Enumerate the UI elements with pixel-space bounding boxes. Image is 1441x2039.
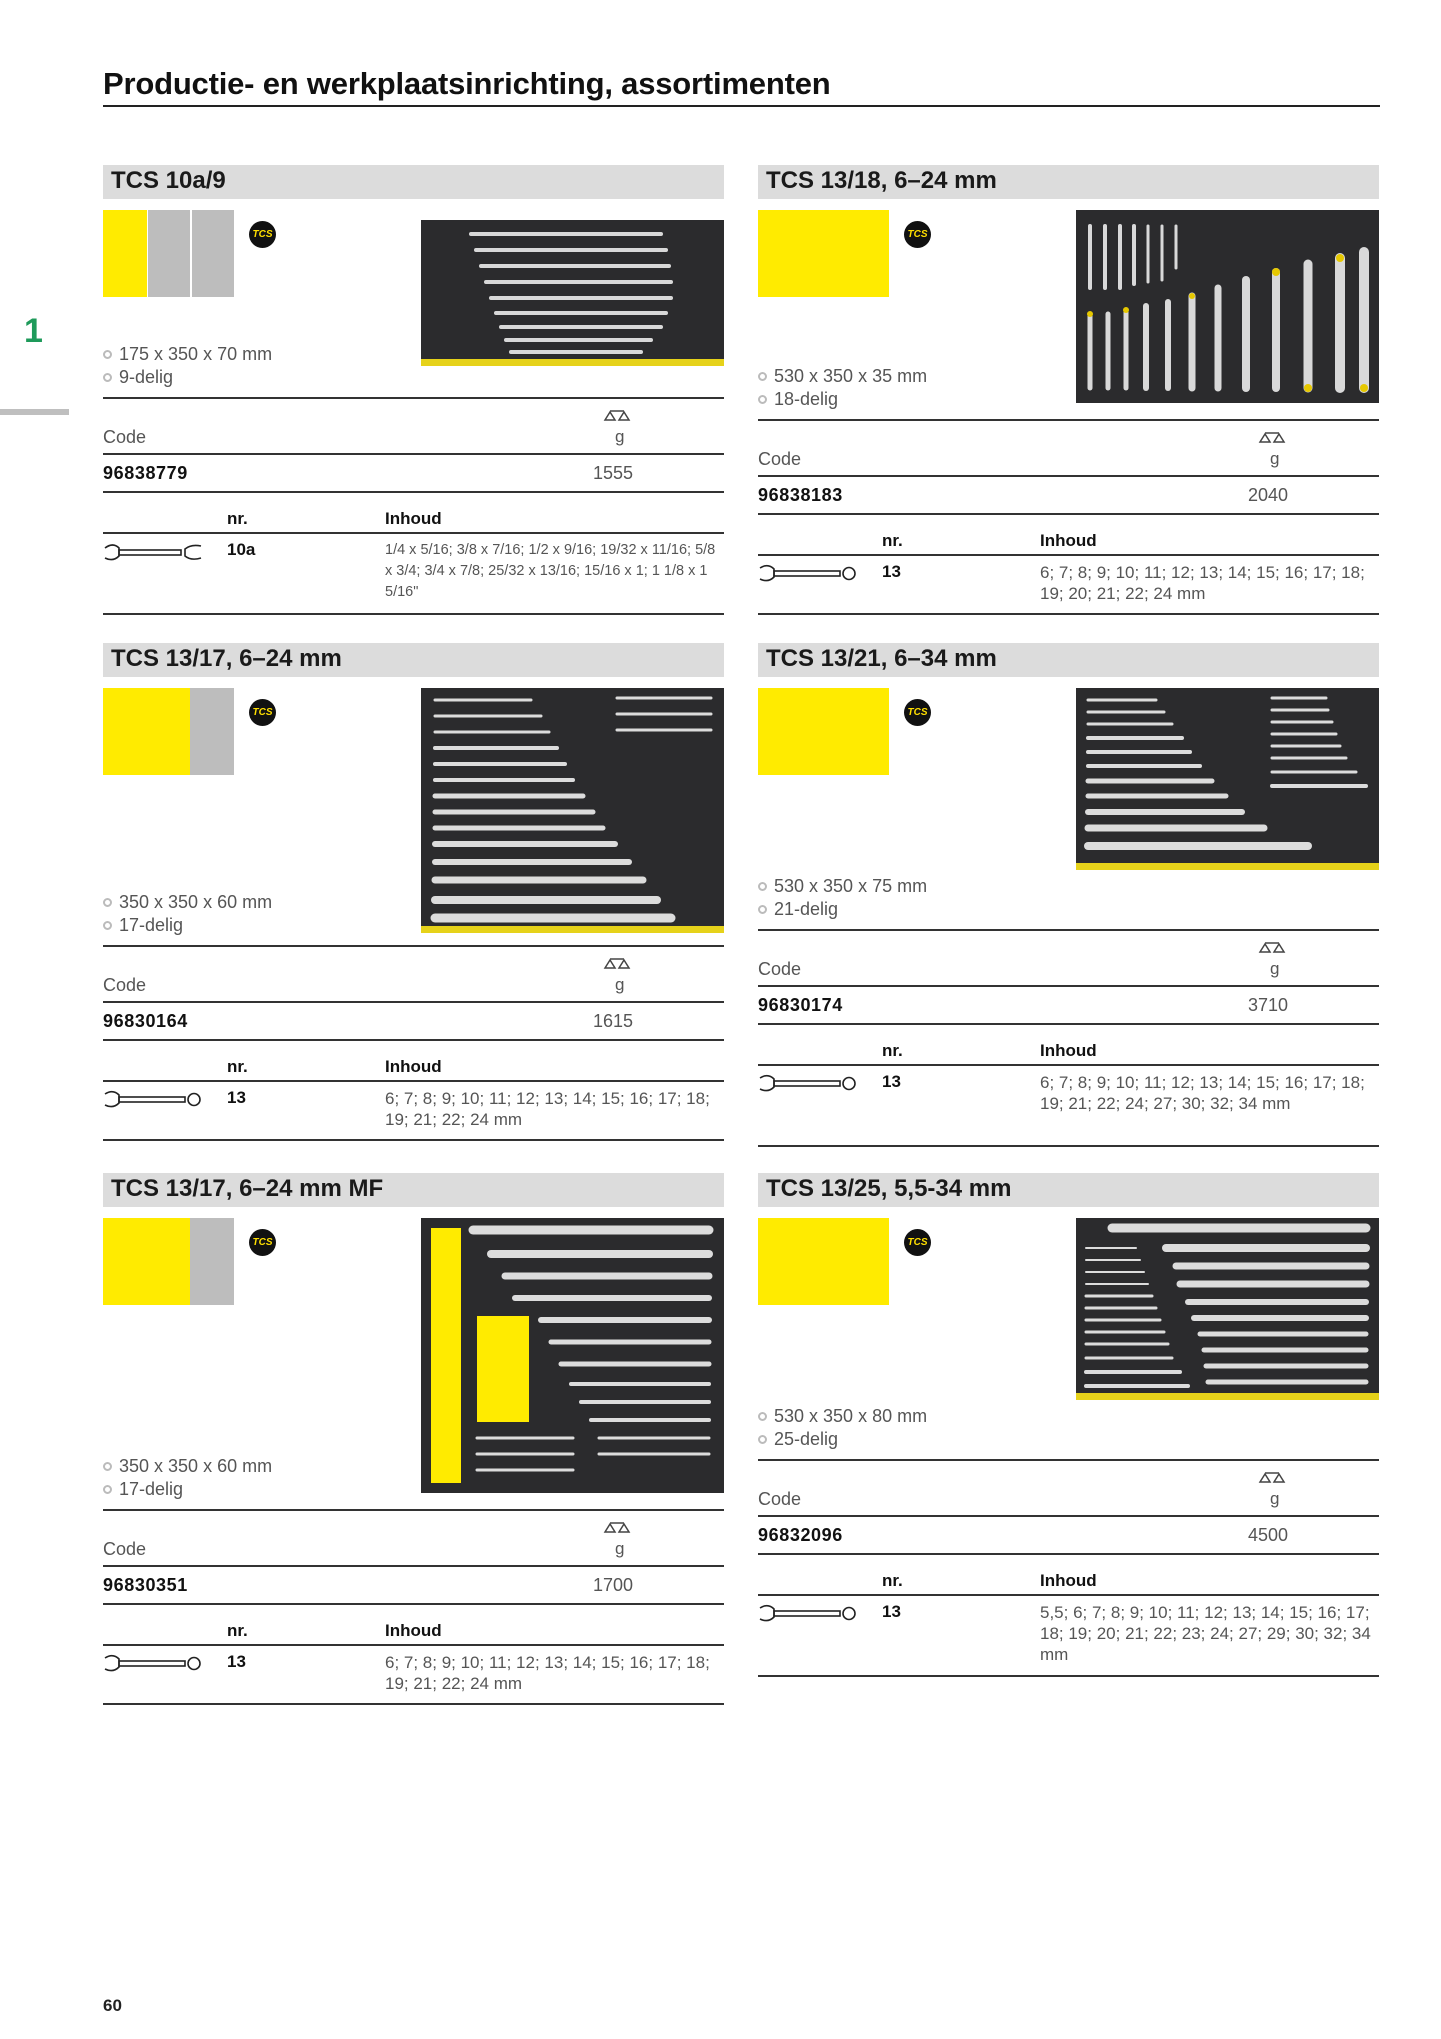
rule <box>103 1509 724 1511</box>
rule <box>758 985 1379 987</box>
combination-wrench-icon <box>758 562 858 586</box>
tcs-badge-icon: TCS <box>249 699 276 726</box>
rule <box>103 1139 724 1141</box>
nr-header: nr. <box>227 1621 248 1640</box>
nr-header: nr. <box>882 1041 903 1060</box>
article-code: 96830174 <box>758 995 843 1015</box>
dimensions: 530 x 350 x 80 mm <box>758 1406 927 1427</box>
weight-unit: g <box>615 1539 625 1558</box>
bullet-icon <box>758 905 767 914</box>
scale-icon <box>1257 430 1287 446</box>
product-photo <box>1076 1218 1379 1400</box>
nr-value: 13 <box>882 562 901 581</box>
nr-header: nr. <box>882 1571 903 1590</box>
color-swatch-yellow <box>103 688 190 775</box>
code-label: Code <box>103 1539 147 1559</box>
inhoud-header: Inhoud <box>1040 1571 1097 1590</box>
rule <box>758 419 1379 421</box>
rule <box>758 1145 1379 1147</box>
inhoud-header: Inhoud <box>1040 531 1097 550</box>
bullet-icon <box>103 350 112 359</box>
color-swatch-grey <box>190 688 234 775</box>
bullet-icon <box>103 1485 112 1494</box>
article-code: 96832096 <box>758 1525 843 1545</box>
product-header <box>103 1173 724 1207</box>
dimensions: 175 x 350 x 70 mm <box>103 344 272 365</box>
rule <box>758 1459 1379 1461</box>
dimensions: 350 x 350 x 60 mm <box>103 892 272 913</box>
wrench-tray-image <box>421 220 724 366</box>
color-swatch-yellow <box>103 1218 190 1305</box>
color-swatch-grey <box>192 210 234 297</box>
product-photo <box>421 220 724 366</box>
inhoud-header: Inhoud <box>385 1057 442 1076</box>
weight-unit: g <box>1270 449 1280 468</box>
piece-count: 17-delig <box>103 915 183 936</box>
nr-value: 13 <box>227 1088 246 1107</box>
rule <box>103 1703 724 1705</box>
nr-header: nr. <box>227 1057 248 1076</box>
rule <box>758 1515 1379 1517</box>
tcs-badge-icon: TCS <box>249 221 276 248</box>
product-title: TCS 13/17, 6–24 mm MF <box>111 1175 384 1202</box>
product-header <box>758 165 1379 199</box>
weight-value: 1555 <box>593 463 634 483</box>
rule <box>758 1023 1379 1025</box>
tcs-badge-icon: TCS <box>249 1229 276 1256</box>
rule <box>103 1001 724 1003</box>
rule <box>103 1080 724 1082</box>
product-header <box>758 1173 1379 1207</box>
weight-value: 3710 <box>1248 995 1289 1015</box>
foam-edge <box>421 926 724 933</box>
rule <box>103 397 724 399</box>
rule <box>103 1603 724 1605</box>
piece-count: 17-delig <box>103 1479 183 1500</box>
bullet-icon <box>758 882 767 891</box>
scale-icon <box>602 408 632 424</box>
product-header <box>103 643 724 677</box>
piece-count: 9-delig <box>103 367 173 388</box>
weight-value: 4500 <box>1248 1525 1289 1545</box>
wrench-tray-image <box>1076 1218 1379 1400</box>
rule <box>758 475 1379 477</box>
open-end-wrench-icon <box>103 540 203 566</box>
combination-wrench-icon <box>103 1088 203 1112</box>
nr-value: 13 <box>882 1602 901 1621</box>
product-card <box>758 1173 1379 1664</box>
scale-icon <box>602 1520 632 1536</box>
dimensions: 530 x 350 x 75 mm <box>758 876 927 897</box>
article-code: 96838183 <box>758 485 843 505</box>
color-swatch-yellow <box>103 210 147 297</box>
wrench-tray-image <box>1076 688 1379 870</box>
wrench-tray-image <box>1076 210 1379 403</box>
product-card <box>758 643 1379 1143</box>
inhoud-header: Inhoud <box>385 509 442 528</box>
color-swatch-yellow <box>758 1218 889 1305</box>
bullet-icon <box>103 373 112 382</box>
weight-unit: g <box>615 427 625 446</box>
product-title: TCS 13/17, 6–24 mm <box>111 645 342 672</box>
product-title: TCS 13/21, 6–34 mm <box>766 645 997 672</box>
weight-value: 1615 <box>593 1011 634 1031</box>
foam-edge <box>421 359 724 366</box>
chapter-number: 1 <box>24 312 43 350</box>
bullet-icon <box>758 1435 767 1444</box>
rule <box>103 613 724 615</box>
inhoud-header: Inhoud <box>385 1621 442 1640</box>
product-header <box>758 643 1379 677</box>
nr-header: nr. <box>882 531 903 550</box>
article-code: 96830351 <box>103 1575 188 1595</box>
bullet-icon <box>758 372 767 381</box>
product-photo <box>421 688 724 933</box>
code-label: Code <box>103 427 147 447</box>
product-title: TCS 13/25, 5,5-34 mm <box>766 1175 1012 1202</box>
article-code: 96838779 <box>103 463 188 483</box>
inhoud-value: 5,5; 6; 7; 8; 9; 10; 11; 12; 13; 14; 15; 16; 17; 18; 19; 20; 21; 22; 23; 24; 27; 29; 30; 32; 34 mm <box>1040 1603 1371 1664</box>
rule <box>758 513 1379 515</box>
rule <box>103 945 724 947</box>
rule <box>103 453 724 455</box>
bullet-icon <box>103 898 112 907</box>
rule <box>758 1553 1379 1555</box>
color-swatch-yellow <box>758 688 889 775</box>
rule <box>103 1644 724 1646</box>
product-header <box>103 165 724 199</box>
rule <box>758 1064 1379 1066</box>
product-card <box>103 643 724 1143</box>
foam-edge <box>1076 863 1379 870</box>
product-card <box>103 165 724 615</box>
title-rule <box>103 105 1380 107</box>
rule <box>758 929 1379 931</box>
tcs-badge-icon: TCS <box>904 1229 931 1256</box>
dimensions: 530 x 350 x 35 mm <box>758 366 927 387</box>
weight-unit: g <box>615 975 625 994</box>
rule <box>758 1594 1379 1596</box>
piece-count: 25-delig <box>758 1429 838 1450</box>
product-title: TCS 13/18, 6–24 mm <box>766 167 997 194</box>
inhoud-value: 6; 7; 8; 9; 10; 11; 12; 13; 14; 15; 16; 17; 18; 19; 20; 21; 22; 24 mm <box>1040 563 1365 603</box>
combination-wrench-icon <box>103 1652 203 1676</box>
piece-count: 21-delig <box>758 899 838 920</box>
bullet-icon <box>758 395 767 404</box>
wrench-tray-image <box>421 1218 724 1493</box>
tcs-badge-icon: TCS <box>904 221 931 248</box>
combination-wrench-icon <box>758 1072 858 1096</box>
inhoud-value: 6; 7; 8; 9; 10; 11; 12; 13; 14; 15; 16; 17; 18; 19; 21; 22; 24 mm <box>385 1653 710 1693</box>
code-label: Code <box>758 449 802 469</box>
inhoud-header: Inhoud <box>1040 1041 1097 1060</box>
nr-value: 13 <box>227 1652 246 1671</box>
nr-header: nr. <box>227 509 248 528</box>
weight-unit: g <box>1270 959 1280 978</box>
nr-value: 10a <box>227 540 256 559</box>
weight-unit: g <box>1270 1489 1280 1508</box>
product-card <box>758 165 1379 615</box>
color-swatch-grey <box>148 210 190 297</box>
scale-icon <box>602 956 632 972</box>
rule <box>103 532 724 534</box>
color-swatch-yellow <box>758 210 889 297</box>
code-label: Code <box>103 975 147 995</box>
rule <box>103 1565 724 1567</box>
bullet-icon <box>103 1462 112 1471</box>
product-title: TCS 10a/9 <box>111 167 226 194</box>
rule <box>758 613 1379 615</box>
rule <box>103 1039 724 1041</box>
weight-value: 2040 <box>1248 485 1289 505</box>
piece-count: 18-delig <box>758 389 838 410</box>
bullet-icon <box>758 1412 767 1421</box>
code-label: Code <box>758 1489 802 1509</box>
foam-edge <box>1076 1393 1379 1400</box>
nr-value: 13 <box>882 1072 901 1091</box>
product-photo <box>1076 688 1379 870</box>
page-number: 60 <box>103 1996 122 2015</box>
product-photo <box>1076 210 1379 403</box>
inhoud-value: 1/4 x 5/16; 3/8 x 7/16; 1/2 x 9/16; 19/32 x 11/16; 5/8 x 3/4; 3/4 x 7/8; 25/32 x 13/16; 15/16 x 1; 1 1/8 x 1 5/16" <box>385 542 716 600</box>
inhoud-value: 6; 7; 8; 9; 10; 11; 12; 13; 14; 15; 16; 17; 18; 19; 21; 22; 24 mm <box>385 1089 710 1129</box>
scale-icon <box>1257 940 1287 956</box>
scale-icon <box>1257 1470 1287 1486</box>
rule <box>758 554 1379 556</box>
combination-wrench-icon <box>758 1602 858 1626</box>
code-label: Code <box>758 959 802 979</box>
rule <box>758 1675 1379 1677</box>
wrench-tray-image <box>421 688 724 933</box>
inhoud-value: 6; 7; 8; 9; 10; 11; 12; 13; 14; 15; 16; 17; 18; 19; 21; 22; 24; 27; 30; 32; 34 mm <box>1040 1073 1365 1113</box>
article-code: 96830164 <box>103 1011 188 1031</box>
chapter-tab <box>0 409 69 415</box>
page-title: Productie- en werkplaatsinrichting, assortimenten <box>103 66 831 101</box>
color-swatch-grey <box>190 1218 234 1305</box>
dimensions: 350 x 350 x 60 mm <box>103 1456 272 1477</box>
bullet-icon <box>103 921 112 930</box>
weight-value: 1700 <box>593 1575 634 1595</box>
product-photo <box>421 1218 724 1493</box>
tcs-badge-icon: TCS <box>904 699 931 726</box>
rule <box>103 491 724 493</box>
product-card <box>103 1173 724 1713</box>
